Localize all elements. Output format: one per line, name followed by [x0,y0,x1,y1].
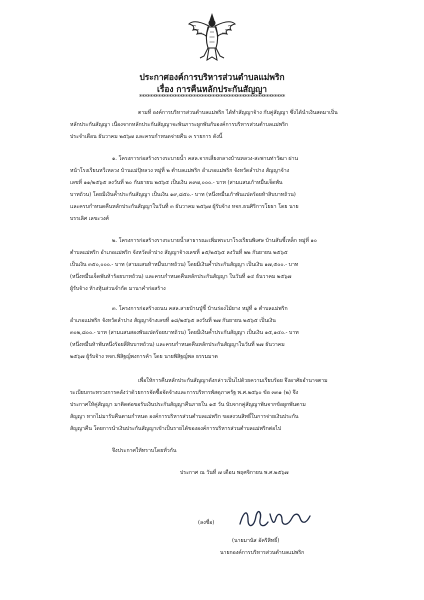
signature-label: (ลงชื่อ) [198,520,215,526]
dateline: ประกาศ ณ วันที่ ๗ เดือน พฤศจิกายน พ.ศ.๒๕๖๗ [180,470,289,476]
intro-line-2: หลักประกันสัญญา เนื่องจากหลักประกันสัญญาจะพ้นภาระผูกพันกับองค์การบริหารส่วนตำบลแม่พริก [70,122,289,128]
document-subject: เรื่อง การคืนหลักประกันสัญญา [157,84,267,94]
item-2-line-2: ตำบลแม่พริก อำเภอแม่พริก จังหวัดลำปาง สัญญาจ้างเลขที่ ๑๕/๒๕๖๕ ลงวันที่ ๒๒ กันยายน ๒๕๖๕ [70,250,288,256]
intro-line-1: ตามที่ องค์การบริหารส่วนตำบลแม่พริก ได้ทำสัญญาจ้าง กับคู่สัญญา ซึ่งได้นำเงินสดมาเป็น [138,110,338,116]
item-3-line-2: อำเภอแม่พริก จังหวัดลำปาง สัญญาจ้างเลขที่ ๑๘/๒๕๖๕ ลงวันที่ ๒๗ กันยายน ๒๕๖๕ เป็นเงิน [70,318,276,324]
closing-line-1: เพื่อให้การคืนหลักประกันสัญญาดังกล่าวเป็นไปด้วยความเรียบร้อย จึงอาศัยอำนาจตาม [138,378,328,384]
item-2-line-1: ๒. โครงการก่อสร้างรางระบายน้ำสาธารณะเพิ่มพระบาโรงเรียนพิเศษ บ้านสันชี้เหล็ก หมู่ที่ ๑๐ [112,238,317,244]
garuda-emblem-icon [187,12,237,64]
item-1-line-1: ๑. โครงการก่อสร้างรางระบายน้ำ คสล.จากเสี่ยงกลางบ้านหลวง-สะพานท่าวัฒา ผ่าน [112,156,299,162]
item-1-line-5: และครบกำหนดคืนหลักประกันสัญญาในวันที่ ๓ ธันวาคม ๒๕๖๗ ผู้รับจ้าง หจก.ธนศิริการโยธา โดย นาย [70,204,299,210]
announcement-line: จึงประกาศให้ทราบโดยทั่วกัน [112,448,177,454]
separator-stars: ****************************************************** [139,94,285,101]
item-1-line-6: บรรเลิศ เลขะวงศ์ [70,216,109,222]
item-3-line-4: (หนึ่งหมื่นห้าพันหนึ่งร้อยสี่สิบบาทถ้วน) และครบกำหนดคืนหลักประกันสัญญาในวันที่ ๒๗ ธันวาคม [70,342,285,348]
item-1-line-2: หน้าโรงเรียนหวีเหลวง บ้านแม่ปุ้หลวง หมู่ที่ ๒ ตำบลแม่พริก อำเภอแม่พริก จังหวัดลำปาง สัญญาจ้าง [70,168,290,174]
item-1-line-3: เลขที่ ๑๑/๒๕๖๕ ลงวันที่ ๒๐ กันยายน ๒๕๖๕ เป็นเงิน ๓๙๗,๐๐๐.- บาท (สามแสนเก้าหมื่นเจ็ดพัน [70,180,283,186]
closing-line-2: ระเบียบกระทรวงการคลังว่าด้วยการจัดซื้อจัดจ้างและการบริหารพัสดุภาครัฐ พ.ศ.๒๕๖๐ ข้อ ๓๓๑ (๒) จึง [70,390,299,396]
item-2-line-5: ผู้รับจ้าง ห้างหุ้นส่วนจำกัด มานาคำก่อสร้าง [70,286,166,292]
item-3-line-5: ๒๕๖๗ ผู้รับจ้าง หจก.พิสิฐญ์พงการค้า โดย นายพิสิฐญ์พล ธรรมมาต [70,354,218,360]
intro-line-3: ประจำเดือน ธันวาคม ๒๕๖๗ และครบกำหนดจ่ายคืน ๓ รายการ ดังนี้ [70,134,223,140]
item-3-line-1: ๓. โครงการก่อสร้างถนน คสล.สายบ้านปู่ชี้ บ้านร่องไม้ยาง หมู่ที่ ๑ ตำบลแม่พริก [112,306,288,312]
item-3-line-3: ๓๐๒,๘๐๐.- บาท (สามแสนสองพันแปดร้อยบาทถ้วน) โดยมีเงินค้ำประกันสัญญา เป็นเงิน ๑๕,๑๔๐.- บาท [70,330,299,336]
signatory-name: (นายมานัส อัคริสิทธิ์) [232,538,280,544]
closing-line-4: สัญญา หากไม่มารับคืนตามกำหนด องค์การบริหารส่วนตำบลแม่พริก ขอสงวนสิทธิ์ในการจ่ายเงินประกัน [70,414,299,420]
item-1-line-4: บาทถ้วน) โดยมีเงินค้ำประกันสัญญา เป็นเงิน ๑๙,๘๕๐.- บาท (หนึ่งหมื่นเก้าพันแปดร้อยห้าสิบบาทถ้วน) [70,192,296,198]
signatory-position: นายกองค์การบริหารส่วนตำบลแม่พริก [220,550,305,556]
item-2-line-4: (หนึ่งหมื่นเจ็ดพันห้าร้อยบาทถ้วน) และครบกำหนดคืนหลักประกันสัญญา ในวันที่ ๑๔ ธันวาคม ๒๕๖๗ [70,274,292,280]
document-title: ประกาศองค์การบริหารส่วนตำบลแม่พริก [139,72,285,82]
closing-line-3: ประกาศให้คู่สัญญา มาติดต่อขอรับเงินประกันสัญญาคืนภายใน ๑๕ วัน นับจากคู่สัญญาพ้นจากข้อผูกพันตาม [70,402,306,408]
closing-line-5: สัญญาคืน โดยการนำเงินประกันสัญญาเข้าเป็นรายได้ขององค์การบริหารส่วนตำบลแม่พริกต่อไป [70,426,282,432]
item-2-line-3: เป็นเงิน ๓๕๐,๐๐๐.- บาท (สามแสนห้าหมื่นบาทถ้วน) โดยมีเงินค้ำประกันสัญญา เป็นเงิน ๑๗,๕๐๐.- บาท [70,262,299,268]
handwritten-signature [234,506,314,532]
